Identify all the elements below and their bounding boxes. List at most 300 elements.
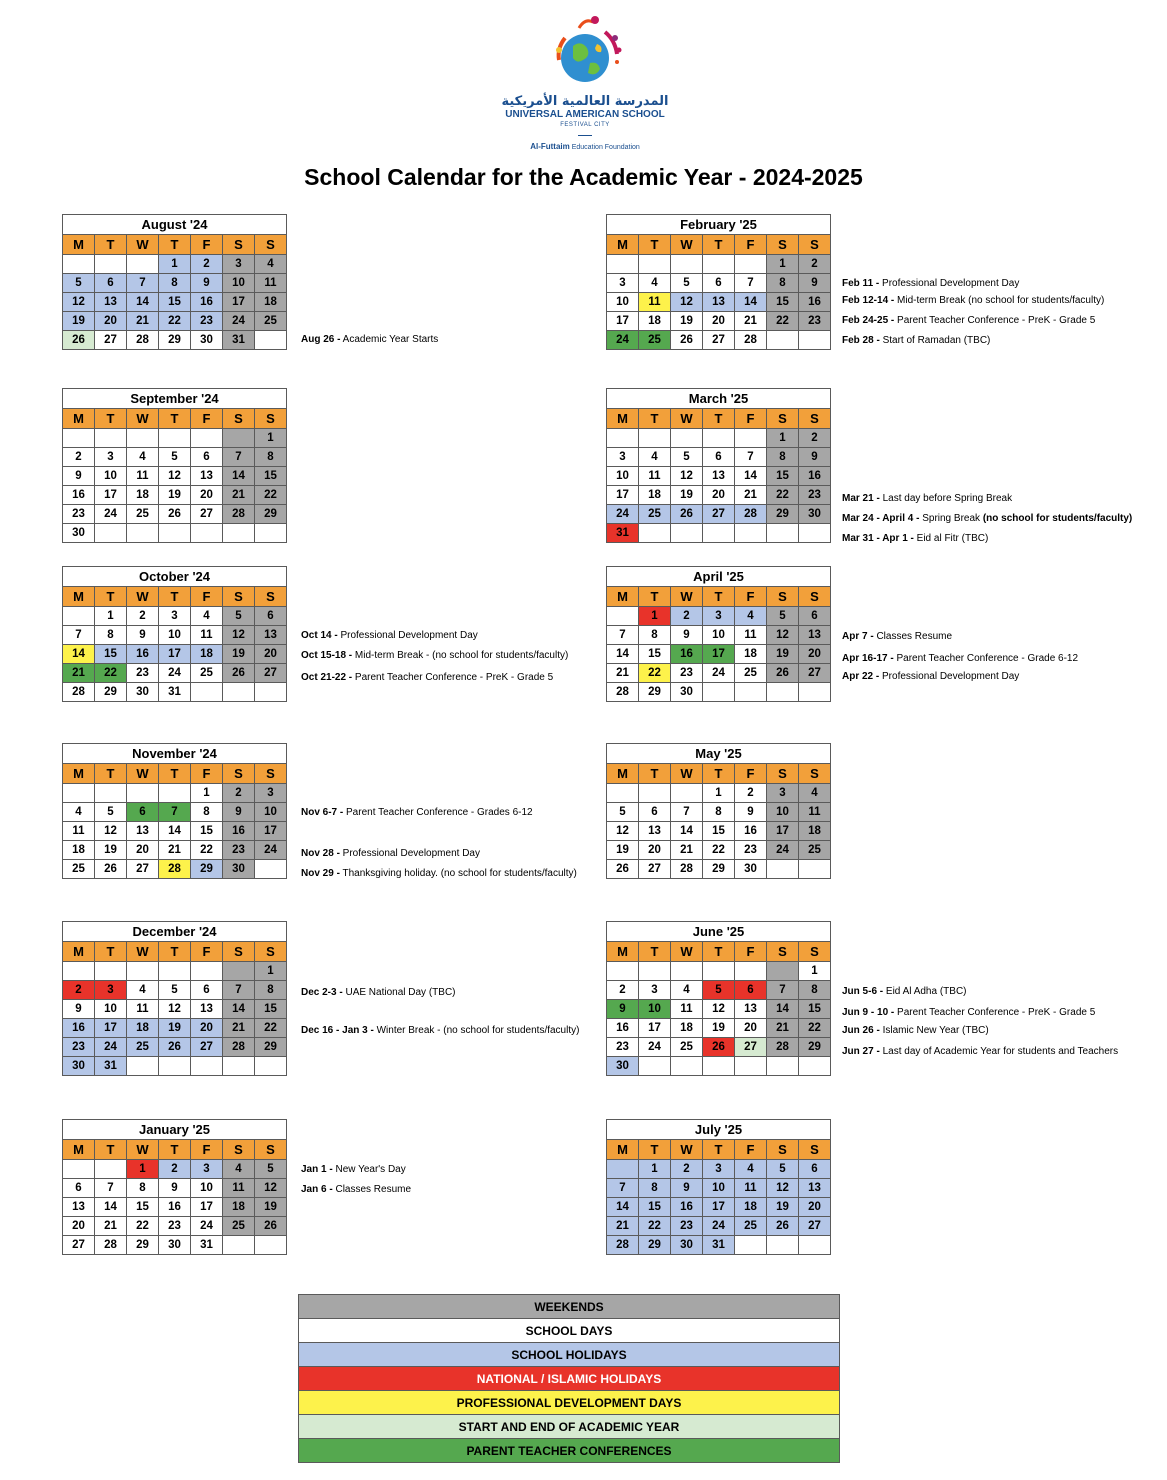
week-row bbox=[63, 1000, 287, 1019]
day-cell: 6 bbox=[95, 274, 127, 293]
day-cell: 30 bbox=[735, 860, 767, 879]
day-cell: 28 bbox=[735, 331, 767, 350]
week-row bbox=[607, 962, 831, 981]
day-cell: 23 bbox=[671, 1217, 703, 1236]
day-cell: 19 bbox=[159, 486, 191, 505]
day-cell: 15 bbox=[639, 1198, 671, 1217]
day-cell: 10 bbox=[607, 293, 639, 312]
day-cell bbox=[671, 962, 703, 981]
day-cell: 14 bbox=[607, 645, 639, 664]
week-row bbox=[63, 822, 287, 841]
week-row bbox=[63, 1179, 287, 1198]
day-cell: 24 bbox=[607, 331, 639, 350]
day-cell: 24 bbox=[607, 505, 639, 524]
event-note bbox=[842, 513, 1132, 525]
day-cell: 22 bbox=[703, 841, 735, 860]
day-cell: 10 bbox=[607, 467, 639, 486]
week-row bbox=[63, 524, 287, 543]
weekday-header: S bbox=[223, 235, 255, 255]
day-cell bbox=[639, 524, 671, 543]
day-cell: 4 bbox=[639, 274, 671, 293]
day-cell: 12 bbox=[255, 1179, 287, 1198]
week-row bbox=[63, 255, 287, 274]
week-row bbox=[63, 607, 287, 626]
weekday-header: S bbox=[799, 409, 831, 429]
weekday-header: S bbox=[255, 1140, 287, 1160]
weekday-header: T bbox=[639, 587, 671, 607]
day-cell: 11 bbox=[735, 1179, 767, 1198]
weekday-header: W bbox=[127, 235, 159, 255]
weekday-header: M bbox=[63, 235, 95, 255]
weekday-header: W bbox=[671, 235, 703, 255]
day-cell: 31 bbox=[95, 1057, 127, 1076]
day-cell: 5 bbox=[159, 448, 191, 467]
event-note bbox=[301, 650, 568, 662]
day-cell: 24 bbox=[255, 841, 287, 860]
day-cell: 23 bbox=[63, 505, 95, 524]
day-cell: 23 bbox=[159, 1217, 191, 1236]
week-row bbox=[607, 1000, 831, 1019]
event-date: Apr 22 - bbox=[842, 671, 880, 682]
week-row bbox=[63, 626, 287, 645]
day-cell bbox=[191, 429, 223, 448]
event-date: Nov 29 - bbox=[301, 868, 340, 879]
day-cell: 8 bbox=[95, 626, 127, 645]
day-cell bbox=[799, 1236, 831, 1255]
week-row bbox=[63, 429, 287, 448]
day-cell: 5 bbox=[63, 274, 95, 293]
day-cell: 14 bbox=[223, 1000, 255, 1019]
day-cell: 7 bbox=[671, 803, 703, 822]
weekday-header: W bbox=[671, 942, 703, 962]
day-cell: 25 bbox=[127, 505, 159, 524]
day-cell: 11 bbox=[255, 274, 287, 293]
event-date: Feb 28 - bbox=[842, 335, 880, 346]
day-cell: 26 bbox=[159, 1038, 191, 1057]
event-date: Feb 11 - bbox=[842, 278, 880, 289]
day-cell bbox=[799, 524, 831, 543]
day-cell: 11 bbox=[735, 626, 767, 645]
month-title: April '25 bbox=[607, 567, 831, 587]
week-row bbox=[63, 1160, 287, 1179]
day-cell: 14 bbox=[63, 645, 95, 664]
weekday-header: F bbox=[191, 764, 223, 784]
weekday-header: T bbox=[159, 409, 191, 429]
weekday-header: S bbox=[255, 587, 287, 607]
day-cell: 8 bbox=[159, 274, 191, 293]
day-cell bbox=[223, 1057, 255, 1076]
event-description: Last day of Academic Year for students and Teachers bbox=[879, 1046, 1119, 1057]
day-cell bbox=[191, 962, 223, 981]
day-cell: 21 bbox=[607, 664, 639, 683]
day-cell: 19 bbox=[671, 312, 703, 331]
day-cell bbox=[671, 784, 703, 803]
event-date: Jun 5-6 - bbox=[842, 986, 884, 997]
event-date: Jun 26 - bbox=[842, 1025, 880, 1036]
day-cell: 1 bbox=[255, 429, 287, 448]
event-description: Academic Year Starts bbox=[340, 334, 439, 345]
week-row bbox=[63, 803, 287, 822]
day-cell: 25 bbox=[255, 312, 287, 331]
day-cell: 4 bbox=[735, 607, 767, 626]
day-cell: 25 bbox=[671, 1038, 703, 1057]
weekday-header: S bbox=[223, 1140, 255, 1160]
month-0 bbox=[62, 214, 287, 350]
weekday-header: F bbox=[735, 1140, 767, 1160]
day-cell bbox=[703, 524, 735, 543]
week-row bbox=[607, 1198, 831, 1217]
day-cell: 13 bbox=[191, 1000, 223, 1019]
day-cell bbox=[607, 1160, 639, 1179]
legend-item: SCHOOL HOLIDAYS bbox=[299, 1343, 840, 1367]
day-cell: 10 bbox=[639, 1000, 671, 1019]
event-date: Apr 16-17 - bbox=[842, 653, 894, 664]
day-cell bbox=[639, 429, 671, 448]
day-cell: 14 bbox=[671, 822, 703, 841]
event-note bbox=[842, 653, 1078, 665]
month-5 bbox=[62, 1119, 287, 1255]
day-cell: 1 bbox=[255, 962, 287, 981]
week-row bbox=[607, 255, 831, 274]
day-cell: 12 bbox=[767, 626, 799, 645]
week-row bbox=[607, 1179, 831, 1198]
day-cell: 23 bbox=[799, 486, 831, 505]
week-row bbox=[63, 683, 287, 702]
day-cell: 9 bbox=[799, 448, 831, 467]
day-cell: 22 bbox=[639, 1217, 671, 1236]
day-cell: 13 bbox=[703, 293, 735, 312]
day-cell: 8 bbox=[767, 448, 799, 467]
day-cell: 6 bbox=[703, 274, 735, 293]
day-cell bbox=[255, 860, 287, 879]
day-cell: 10 bbox=[767, 803, 799, 822]
day-cell bbox=[255, 683, 287, 702]
week-row bbox=[607, 626, 831, 645]
day-cell: 4 bbox=[255, 255, 287, 274]
week-row bbox=[63, 505, 287, 524]
day-cell: 10 bbox=[95, 1000, 127, 1019]
event-note bbox=[301, 1164, 406, 1176]
day-cell bbox=[63, 962, 95, 981]
day-cell: 18 bbox=[223, 1198, 255, 1217]
day-cell: 15 bbox=[799, 1000, 831, 1019]
day-cell: 7 bbox=[767, 981, 799, 1000]
day-cell: 13 bbox=[95, 293, 127, 312]
week-row bbox=[63, 664, 287, 683]
day-cell: 26 bbox=[63, 331, 95, 350]
day-cell: 27 bbox=[799, 1217, 831, 1236]
day-cell: 26 bbox=[671, 505, 703, 524]
day-cell: 29 bbox=[255, 1038, 287, 1057]
day-cell: 27 bbox=[191, 505, 223, 524]
day-cell: 11 bbox=[799, 803, 831, 822]
weekday-header: S bbox=[799, 942, 831, 962]
day-cell: 7 bbox=[223, 448, 255, 467]
day-cell: 29 bbox=[191, 860, 223, 879]
day-cell bbox=[639, 784, 671, 803]
month-title: September '24 bbox=[63, 389, 287, 409]
day-cell: 16 bbox=[607, 1019, 639, 1038]
day-cell: 18 bbox=[255, 293, 287, 312]
day-cell: 5 bbox=[767, 607, 799, 626]
legend-item: WEEKENDS bbox=[299, 1295, 840, 1319]
day-cell: 12 bbox=[159, 467, 191, 486]
day-cell: 1 bbox=[639, 607, 671, 626]
day-cell: 16 bbox=[799, 293, 831, 312]
day-cell: 13 bbox=[799, 626, 831, 645]
day-cell: 24 bbox=[159, 664, 191, 683]
day-cell: 30 bbox=[159, 1236, 191, 1255]
event-note bbox=[842, 1025, 989, 1037]
day-cell: 22 bbox=[767, 312, 799, 331]
day-cell: 5 bbox=[223, 607, 255, 626]
legend-item: PARENT TEACHER CONFERENCES bbox=[299, 1439, 840, 1463]
month-title: August '24 bbox=[63, 215, 287, 235]
day-cell bbox=[671, 429, 703, 448]
weekday-header: M bbox=[607, 587, 639, 607]
week-row bbox=[607, 293, 831, 312]
day-cell: 28 bbox=[159, 860, 191, 879]
day-cell: 22 bbox=[159, 312, 191, 331]
day-cell bbox=[799, 331, 831, 350]
weekday-header: S bbox=[767, 1140, 799, 1160]
weekday-header: T bbox=[95, 1140, 127, 1160]
day-cell: 14 bbox=[159, 822, 191, 841]
legend-item: START AND END OF ACADEMIC YEAR bbox=[299, 1415, 840, 1439]
day-cell: 11 bbox=[127, 467, 159, 486]
day-cell: 12 bbox=[703, 1000, 735, 1019]
weekday-header: S bbox=[255, 764, 287, 784]
day-cell: 3 bbox=[255, 784, 287, 803]
day-cell: 5 bbox=[671, 274, 703, 293]
day-cell: 28 bbox=[127, 331, 159, 350]
event-note bbox=[301, 1025, 579, 1037]
day-cell: 16 bbox=[671, 645, 703, 664]
day-cell: 21 bbox=[95, 1217, 127, 1236]
day-cell: 19 bbox=[63, 312, 95, 331]
foundation-name bbox=[500, 142, 670, 152]
weekday-header: M bbox=[607, 764, 639, 784]
day-cell: 17 bbox=[639, 1019, 671, 1038]
event-date: Nov 28 - bbox=[301, 848, 340, 859]
day-cell: 4 bbox=[735, 1160, 767, 1179]
weekday-header: T bbox=[95, 764, 127, 784]
day-cell bbox=[703, 962, 735, 981]
month-title: January '25 bbox=[63, 1120, 287, 1140]
day-cell: 4 bbox=[127, 448, 159, 467]
day-cell: 27 bbox=[703, 331, 735, 350]
weekday-header: T bbox=[703, 587, 735, 607]
event-description: Parent Teacher Conference - PreK - Grade 5 bbox=[352, 672, 554, 683]
day-cell: 16 bbox=[63, 486, 95, 505]
day-cell: 3 bbox=[767, 784, 799, 803]
month-title: November '24 bbox=[63, 744, 287, 764]
day-cell: 1 bbox=[703, 784, 735, 803]
weekday-header: T bbox=[159, 1140, 191, 1160]
event-note bbox=[842, 315, 1095, 327]
day-cell: 31 bbox=[223, 331, 255, 350]
day-cell: 31 bbox=[703, 1236, 735, 1255]
day-cell bbox=[223, 1236, 255, 1255]
event-description: Winter Break - (no school for students/faculty) bbox=[373, 1025, 580, 1036]
day-cell: 19 bbox=[703, 1019, 735, 1038]
day-cell bbox=[703, 1057, 735, 1076]
day-cell bbox=[767, 683, 799, 702]
day-cell: 17 bbox=[767, 822, 799, 841]
weekday-header: F bbox=[191, 235, 223, 255]
day-cell: 15 bbox=[255, 1000, 287, 1019]
day-cell: 6 bbox=[255, 607, 287, 626]
weekday-header: S bbox=[223, 409, 255, 429]
day-cell: 8 bbox=[639, 1179, 671, 1198]
weekday-header: T bbox=[159, 942, 191, 962]
day-cell: 26 bbox=[159, 505, 191, 524]
day-cell: 17 bbox=[191, 1198, 223, 1217]
day-cell bbox=[255, 1236, 287, 1255]
day-cell: 3 bbox=[223, 255, 255, 274]
event-date: Dec 16 - Jan 3 - bbox=[301, 1025, 374, 1036]
day-cell: 18 bbox=[735, 1198, 767, 1217]
day-cell: 24 bbox=[191, 1217, 223, 1236]
day-cell: 9 bbox=[191, 274, 223, 293]
week-row bbox=[607, 1217, 831, 1236]
day-cell: 27 bbox=[703, 505, 735, 524]
day-cell: 28 bbox=[671, 860, 703, 879]
day-cell: 25 bbox=[639, 505, 671, 524]
day-cell: 1 bbox=[799, 962, 831, 981]
week-row bbox=[607, 1057, 831, 1076]
day-cell: 21 bbox=[735, 312, 767, 331]
week-row bbox=[607, 524, 831, 543]
event-description: Professional Development Day bbox=[339, 848, 480, 859]
day-cell: 18 bbox=[671, 1019, 703, 1038]
day-cell: 8 bbox=[703, 803, 735, 822]
day-cell: 13 bbox=[639, 822, 671, 841]
day-cell: 20 bbox=[63, 1217, 95, 1236]
event-date: Mar 24 - April 4 - bbox=[842, 513, 920, 524]
month-10 bbox=[606, 921, 831, 1076]
day-cell bbox=[95, 962, 127, 981]
day-cell: 13 bbox=[63, 1198, 95, 1217]
event-date: Dec 2-3 - bbox=[301, 987, 343, 998]
day-cell: 1 bbox=[767, 429, 799, 448]
weekday-header: T bbox=[159, 764, 191, 784]
day-cell: 25 bbox=[735, 1217, 767, 1236]
day-cell: 27 bbox=[127, 860, 159, 879]
day-cell: 27 bbox=[95, 331, 127, 350]
day-cell: 20 bbox=[127, 841, 159, 860]
weekday-header: T bbox=[639, 235, 671, 255]
weekday-header: T bbox=[703, 942, 735, 962]
day-cell: 10 bbox=[703, 626, 735, 645]
weekday-header: M bbox=[63, 942, 95, 962]
day-cell: 15 bbox=[767, 467, 799, 486]
day-cell: 12 bbox=[607, 822, 639, 841]
event-date: Jun 9 - 10 - bbox=[842, 1007, 895, 1018]
day-cell: 28 bbox=[767, 1038, 799, 1057]
day-cell: 18 bbox=[191, 645, 223, 664]
event-description: Spring Break bbox=[919, 513, 983, 524]
day-cell: 10 bbox=[95, 467, 127, 486]
week-row bbox=[63, 841, 287, 860]
day-cell: 31 bbox=[191, 1236, 223, 1255]
day-cell: 29 bbox=[159, 331, 191, 350]
day-cell: 19 bbox=[767, 1198, 799, 1217]
day-cell: 19 bbox=[767, 645, 799, 664]
day-cell bbox=[223, 962, 255, 981]
day-cell: 12 bbox=[671, 467, 703, 486]
day-cell: 30 bbox=[671, 1236, 703, 1255]
day-cell: 7 bbox=[223, 981, 255, 1000]
day-cell: 31 bbox=[607, 524, 639, 543]
day-cell bbox=[255, 524, 287, 543]
day-cell: 28 bbox=[735, 505, 767, 524]
event-description: Islamic New Year (TBC) bbox=[879, 1025, 989, 1036]
day-cell: 11 bbox=[639, 293, 671, 312]
week-row bbox=[63, 1198, 287, 1217]
day-cell: 3 bbox=[95, 448, 127, 467]
day-cell: 7 bbox=[127, 274, 159, 293]
day-cell: 1 bbox=[191, 784, 223, 803]
day-cell: 2 bbox=[63, 981, 95, 1000]
event-description: Parent Teacher Conference - Grades 6-12 bbox=[343, 807, 533, 818]
weekday-header: S bbox=[223, 764, 255, 784]
week-row bbox=[63, 1236, 287, 1255]
day-cell: 17 bbox=[607, 486, 639, 505]
event-note bbox=[301, 848, 480, 860]
event-note bbox=[842, 533, 988, 545]
event-note bbox=[842, 335, 990, 347]
day-cell bbox=[159, 429, 191, 448]
event-date: Mar 21 - bbox=[842, 493, 880, 504]
day-cell: 10 bbox=[223, 274, 255, 293]
day-cell: 17 bbox=[703, 645, 735, 664]
day-cell: 26 bbox=[671, 331, 703, 350]
event-date: Oct 21-22 - bbox=[301, 672, 353, 683]
event-description: Eid al Fitr (TBC) bbox=[913, 533, 989, 544]
month-title: July '25 bbox=[607, 1120, 831, 1140]
day-cell bbox=[799, 1057, 831, 1076]
day-cell: 27 bbox=[255, 664, 287, 683]
day-cell: 2 bbox=[127, 607, 159, 626]
weekday-header: T bbox=[639, 764, 671, 784]
day-cell bbox=[735, 1236, 767, 1255]
day-cell: 13 bbox=[703, 467, 735, 486]
event-description: Professional Development Day bbox=[879, 671, 1020, 682]
day-cell: 8 bbox=[799, 981, 831, 1000]
event-note bbox=[301, 672, 553, 684]
day-cell: 16 bbox=[159, 1198, 191, 1217]
day-cell: 7 bbox=[63, 626, 95, 645]
event-note bbox=[842, 1046, 1118, 1058]
day-cell: 15 bbox=[95, 645, 127, 664]
day-cell: 7 bbox=[159, 803, 191, 822]
day-cell: 12 bbox=[159, 1000, 191, 1019]
event-date: Mar 31 - Apr 1 - bbox=[842, 533, 914, 544]
day-cell: 15 bbox=[639, 645, 671, 664]
day-cell: 9 bbox=[63, 467, 95, 486]
weekday-header: S bbox=[767, 587, 799, 607]
day-cell bbox=[735, 962, 767, 981]
day-cell: 28 bbox=[223, 505, 255, 524]
month-3 bbox=[62, 743, 287, 879]
event-description: Last day before Spring Break bbox=[879, 493, 1013, 504]
weekday-header: S bbox=[223, 587, 255, 607]
event-date: Feb 12-14 - bbox=[842, 295, 895, 306]
day-cell: 18 bbox=[735, 645, 767, 664]
day-cell: 23 bbox=[127, 664, 159, 683]
day-cell: 22 bbox=[191, 841, 223, 860]
